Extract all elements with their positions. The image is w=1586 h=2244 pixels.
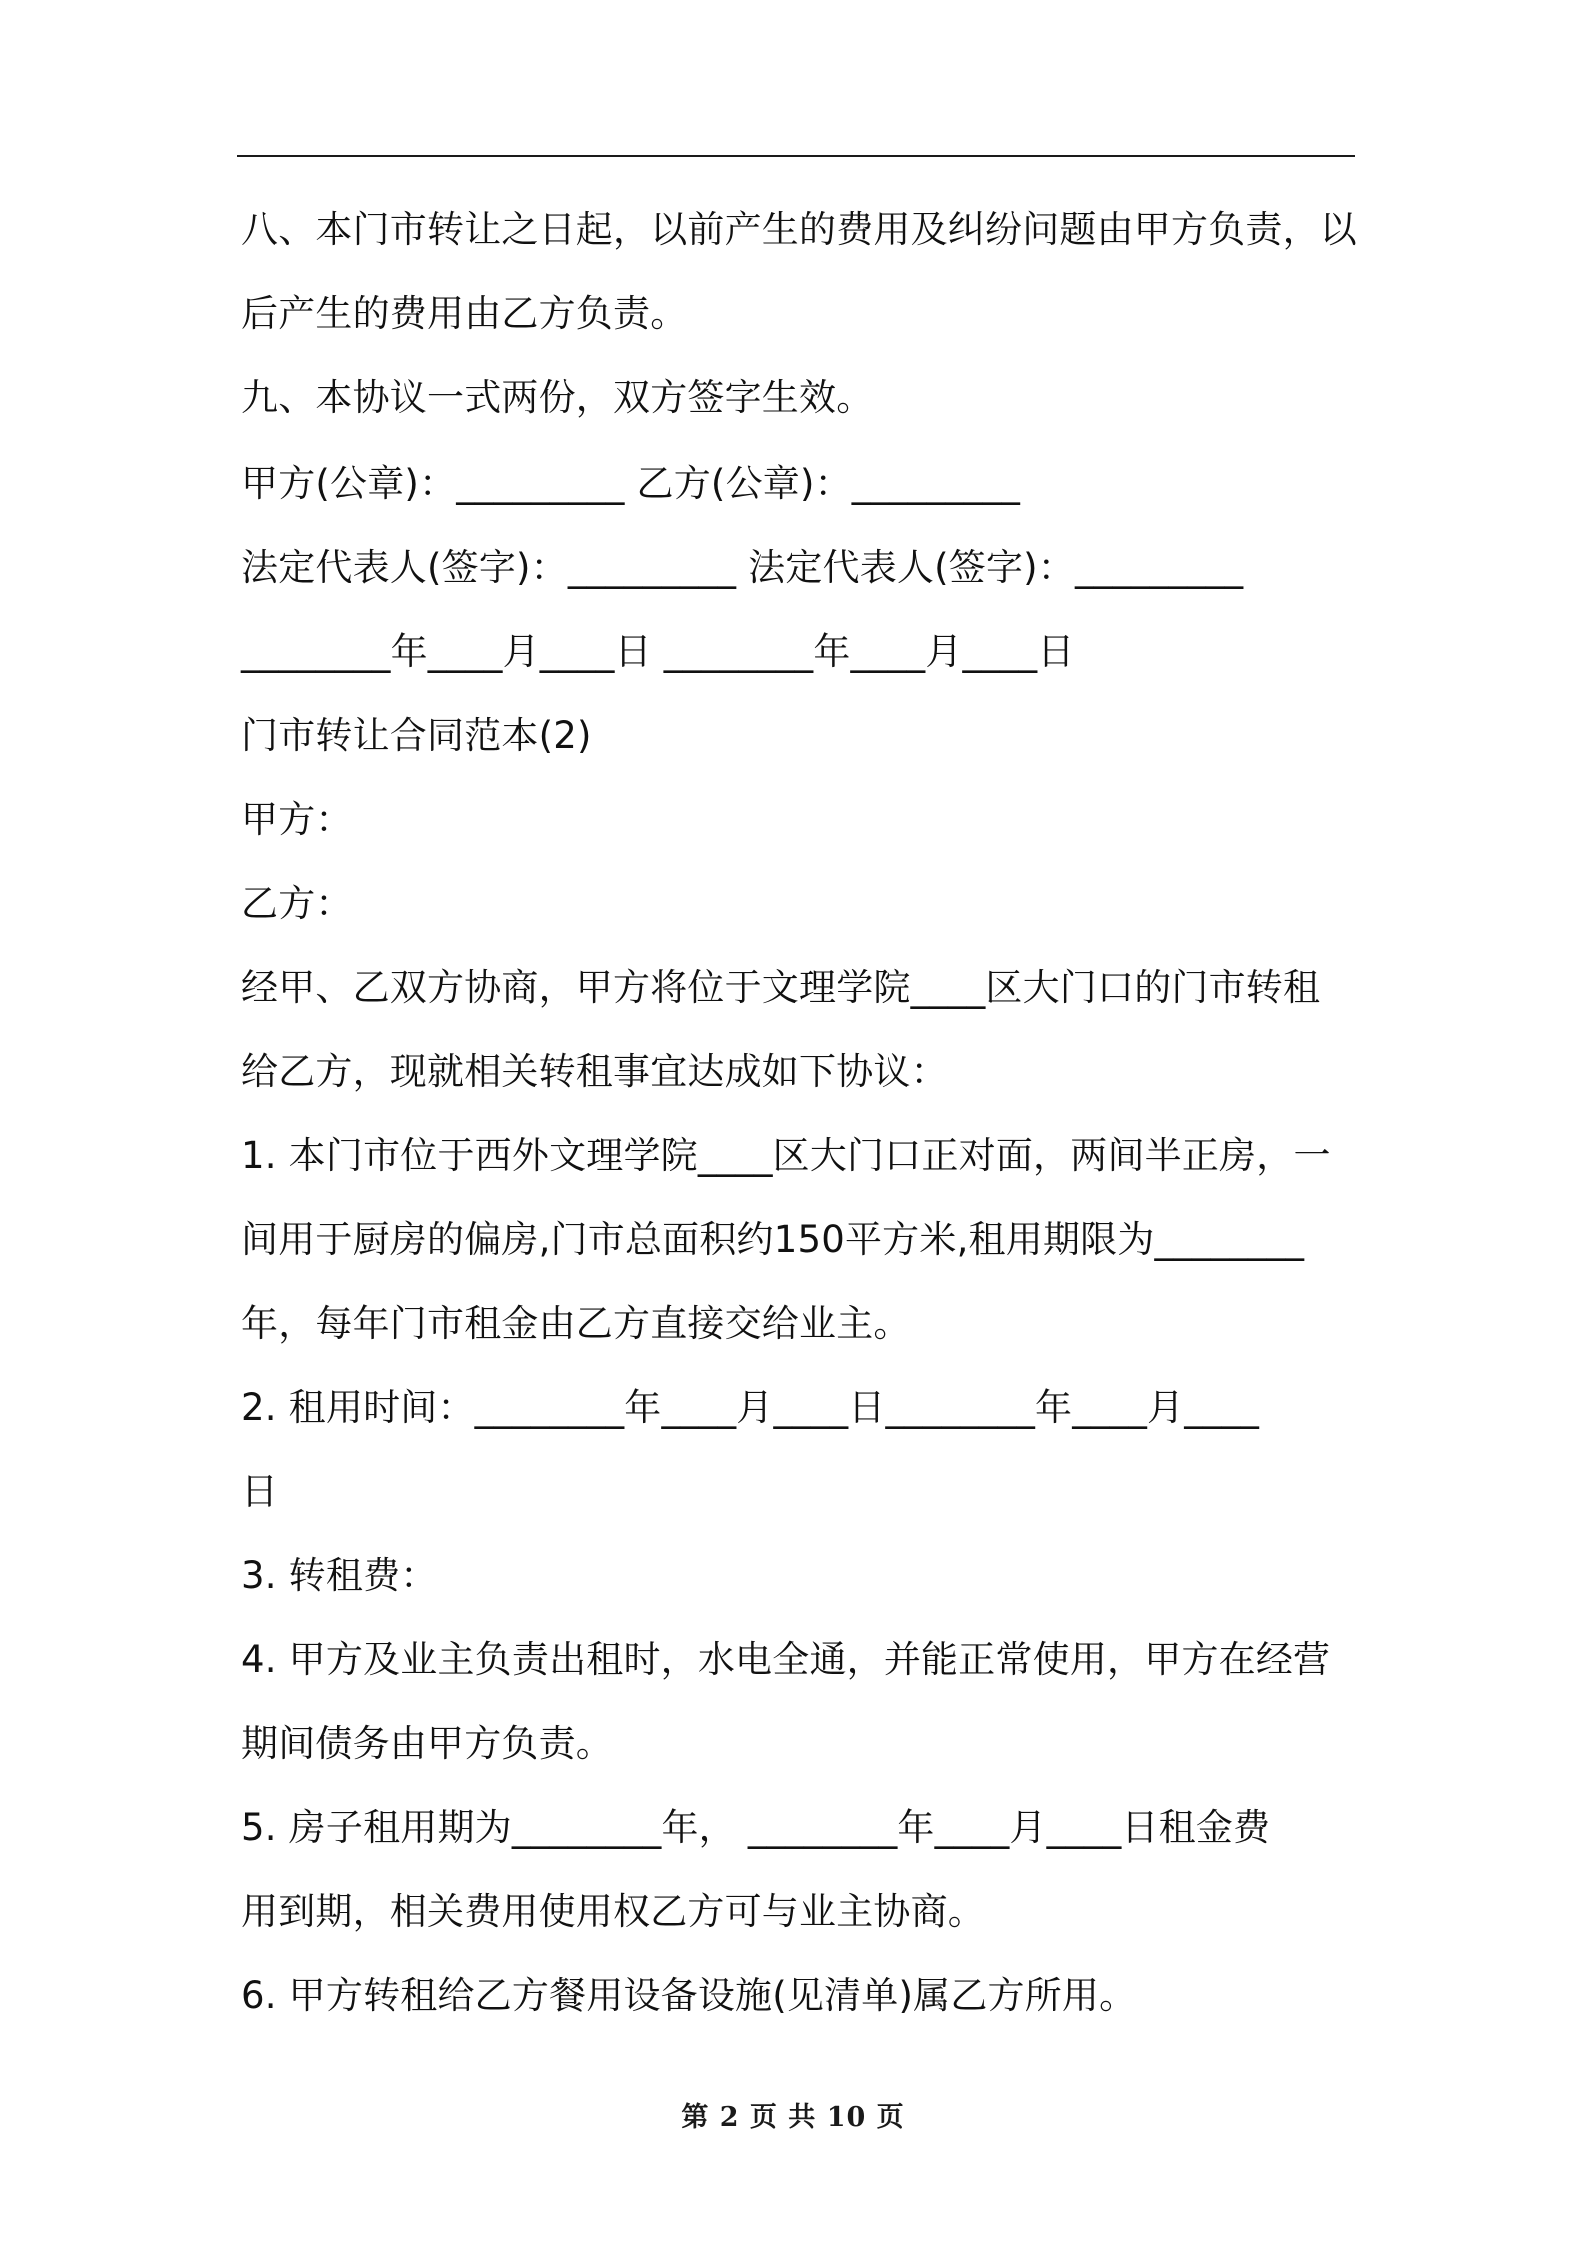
text-line: 乙方： — [241, 882, 353, 925]
section-heading: 门市转让合同范本(2) — [241, 714, 592, 757]
text-line: ________年____月____日 ________年____月____日 — [241, 630, 1075, 673]
text-line: 6. 甲方转租给乙方餐用设备设施(见清单)属乙方所用。 — [241, 1974, 1137, 2017]
text-line: 间用于厨房的偏房,门市总面积约150平方米,租用期限为________ — [241, 1218, 1305, 1261]
text-line: 用到期，相关费用使用权乙方可与业主协商。 — [241, 1890, 985, 1933]
text-line: 5. 房子租用期为________年， ________年____月____日租金费 — [241, 1806, 1271, 1849]
text-line: 1. 本门市位于西外文理学院____区大门口正对面，两间半正房，一 — [241, 1134, 1331, 1177]
text-line: 4. 甲方及业主负责出租时，水电全通，并能正常使用，甲方在经营 — [241, 1638, 1331, 1681]
header-rule — [237, 155, 1355, 157]
text-line: 法定代表人(签字)：_________ 法定代表人(签字)：_________ — [241, 546, 1244, 589]
text-line: 九、本协议一式两份，双方签字生效。 — [241, 376, 874, 419]
text-line: 甲方： — [241, 798, 353, 841]
page-number-footer: 第 2 页 共 10 页 — [681, 2102, 905, 2133]
text-line: 3. 转租费： — [241, 1554, 438, 1597]
text-line: 2. 租用时间：________年____月____日________年____月____ — [241, 1386, 1260, 1429]
text-line: 期间债务由甲方负责。 — [241, 1722, 613, 1765]
text-line: 八、本门市转让之日起，以前产生的费用及纠纷问题由甲方负责，以 — [241, 208, 1357, 251]
text-line: 甲方(公章)：_________ 乙方(公章)：_________ — [241, 462, 1021, 505]
text-line: 给乙方，现就相关转租事宜达成如下协议： — [241, 1050, 948, 1093]
text-line: 后产生的费用由乙方负责。 — [241, 292, 688, 335]
text-line: 年，每年门市租金由乙方直接交给业主。 — [241, 1302, 911, 1345]
text-line: 经甲、乙双方协商，甲方将位于文理学院____区大门口的门市转租 — [241, 966, 1321, 1009]
text-line: 日 — [241, 1470, 279, 1513]
